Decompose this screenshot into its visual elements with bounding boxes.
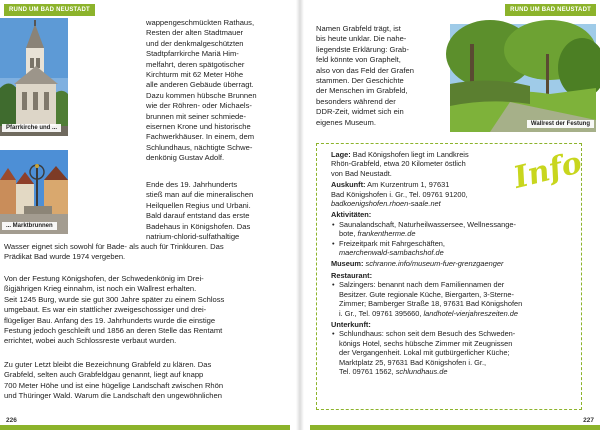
restaurant-link[interactable]: landhotel-vierjahreszeiten.de [423, 308, 519, 318]
text-line: von Bad Neustadt. [331, 168, 392, 178]
info-box [316, 143, 586, 410]
text-line: bote, [339, 229, 356, 239]
info-restaurant [331, 271, 571, 318]
text-line: Bad Königshofen liegt im Landkreis [352, 150, 469, 159]
info-aktivitaeten [331, 210, 571, 257]
running-header-right: RUND UM BAD NEUSTADT [505, 4, 596, 16]
text-line: Zu guter Letzt bleibt die Bezeichnung Grabfeld zu klären. Das [4, 360, 212, 369]
text-line: melfahrt, deren spätgotischer [146, 59, 245, 69]
church-photo [0, 18, 68, 136]
text-line: 700 Meter Höhe und ist eine hügelige Landschaft zwischen Rhön [4, 380, 224, 390]
info-auskunft-label: Auskunft: [331, 180, 366, 190]
text-line: Salzingers: benannt nach dem Familiennamen der [339, 280, 505, 290]
text-line: feld könnte von Graphelt, [316, 55, 401, 65]
text-line: Kirchturm mit 62 Meter Höhe [146, 70, 244, 80]
text-line: Ende des 19. Jahrhunderts [146, 180, 238, 189]
fountain-photo [0, 150, 68, 234]
text-line: ßigjährigen Krieg einnahm, ist noch ein Wallrest erhalten. [4, 284, 197, 294]
text-line: Freizeitpark mit Fahrgeschäften, [339, 238, 445, 248]
text-line: besonders während der [316, 96, 396, 106]
text-line: eisernen Krone und historische [146, 122, 251, 132]
info-auskunft-link[interactable]: badkoenigshofen.rhoen-saale.net [331, 199, 441, 209]
info-restaurant-label: Restaurant: [331, 270, 373, 280]
text-line: der Menschen im Grabfeld, [316, 86, 408, 96]
text-line: Von der Festung Königshofen, der Schwedenkönig im Drei- [4, 274, 204, 283]
maerchenwald-link[interactable]: maerchenwald-sambachshof.de [339, 248, 444, 258]
info-lage-label: Lage: [331, 150, 351, 159]
info-aktivitaeten-label: Aktivitäten: [331, 210, 372, 220]
text-line: Badehaus in Königshofen. Das [146, 221, 251, 231]
text-line: der Vergangenheit. Lokal mit gutbürgerlicher Küche; [339, 348, 510, 358]
text-line: denkönig Gustav Adolf. [146, 153, 225, 163]
text-line: also von das Feld der Grafen [316, 65, 414, 75]
right-column-text [316, 24, 446, 128]
list-item [331, 239, 571, 258]
text-line: und der denkmalgeschützten [146, 38, 244, 48]
right-page [300, 0, 600, 430]
wall-photo [450, 24, 596, 132]
church-caption: Pfarrkirche und ... [2, 124, 61, 132]
text-line: stieß man auf die mineralischen [146, 190, 254, 200]
text-line: wappengeschmückten Rathaus, [146, 18, 255, 27]
left-column-text-1 [146, 18, 294, 164]
text-line: Resten der alten Stadtmauer [146, 28, 244, 38]
text-line: Namen Grabfeld trägt, ist [316, 24, 401, 33]
bottom-accent-bar-left [0, 425, 290, 430]
info-unterkunft [331, 320, 571, 376]
text-line: Zimmer; Bamberger Straße 18, 97631 Bad Königshofen [339, 299, 523, 309]
text-line: stammen. Der Geschichte [316, 76, 404, 86]
museum-link[interactable]: schranne.info/museum-fuer-grenzgaenger [365, 259, 504, 269]
text-line: Bald darauf entstand das erste [146, 211, 250, 221]
text-line: Saunalandschaft, Naturheilwassersee, Wellnessange- [339, 219, 516, 229]
text-line: bis heute unklar. Die nahe- [316, 34, 407, 44]
text-line: DDR-Zeit, widmet sich ein [316, 107, 404, 117]
text-line: Am Kurzentrum 1, 97631 [367, 180, 450, 190]
text-line: i. Gr., Tel. 09761 395660, [339, 308, 422, 318]
fountain-caption: ... Marktbrunnen [2, 222, 57, 230]
info-museum [331, 259, 571, 268]
text-line: brunnen mit seiner schmiede- [146, 111, 247, 121]
info-museum-label: Museum: [331, 259, 364, 269]
info-logo-text: Info [510, 145, 586, 196]
text-line: Stadtpfarrkirche Mariä Him- [146, 49, 239, 59]
left-paragraph-3 [4, 360, 294, 402]
running-header-left: RUND UM BAD NEUSTADT [4, 4, 95, 16]
text-line: umgebaut. Es war ein stattlicher zweigeschossiger und drei- [4, 305, 207, 315]
text-line: Dazu kommen hübsche Brunnen [146, 90, 257, 100]
text-line: Rhön-Grabfeld, etwa 20 Kilometer östlich [331, 159, 466, 169]
list-item [331, 329, 571, 376]
wall-caption: Wallrest der Festung [527, 120, 594, 128]
bottom-accent-bar-right [310, 425, 600, 430]
page-number-left: 226 [6, 417, 17, 424]
text-line: Wasser eignet sich sowohl für Bade- als auch für Trinkkuren. Das [4, 242, 224, 251]
text-line: eigenes Museum. [316, 117, 376, 127]
text-line: Festung jedoch geschleift und 1856 an deren Stelle das Rentamt [4, 326, 223, 336]
frankentherme-link[interactable]: frankentherme.de [357, 229, 416, 239]
info-unterkunft-label: Unterkunft: [331, 319, 371, 329]
text-line: Marktplatz 25, 97631 Bad Königshofen i. Gr., [339, 357, 487, 367]
left-column-text-2 [146, 180, 294, 242]
text-line: Seit 1245 Burg, wurde sie gut 300 Jahre später zu einem Schloss [4, 294, 225, 304]
text-line: wie der Röhren- oder Michaels- [146, 101, 252, 111]
text-line: Fachwerkhäuser. In einem, dem [146, 132, 255, 142]
list-item [331, 280, 571, 318]
text-line: Prädikat Bad wurde 1974 vergeben. [4, 252, 126, 262]
text-line: alle anderen Gebäude überragt. [146, 80, 254, 90]
text-line: natrium-chlorid-sulfathaltige [146, 232, 240, 242]
text-line: Grabfeld, selten auch Grabfeldgau genannt, liegt auf knapp [4, 370, 204, 380]
text-line: Schlundhaus: schon seit dem Besuch des Schweden- [339, 329, 516, 339]
text-line: flügeliger Bau. Anfang des 19. Jahrhunderts wurde die einstige [4, 315, 216, 325]
text-line: Schlundhaus, nächtigte Schwe- [146, 142, 253, 152]
left-paragraph-2 [4, 274, 294, 347]
schlundhaus-link[interactable]: schlundhaus.de [395, 366, 448, 376]
text-line: Bad Königshofen i. Gr., Tel. 09761 91200, [331, 189, 468, 199]
text-line: liegendste Erklärung: Grab- [316, 44, 409, 54]
text-line: Tel. 09761 1562, [339, 366, 394, 376]
page-number-right: 227 [583, 417, 594, 424]
text-line: königs Hotel, sechs hübsche Zimmer mit Zeugnissen [339, 338, 513, 348]
left-paragraph-1 [4, 242, 294, 263]
text-line: errichtet, wobei auch Schlossreste verbaut wurden. [4, 336, 177, 346]
text-line: und Thüringer Wald. Warum die Landschaft den ungewöhnlichen [4, 391, 222, 401]
text-line: Besitzer. Gute regionale Küche, Biergarten, 3-Sterne- [339, 289, 515, 299]
text-line: Heilquellen Regius und Urbani. [146, 200, 251, 210]
list-item [331, 220, 571, 239]
